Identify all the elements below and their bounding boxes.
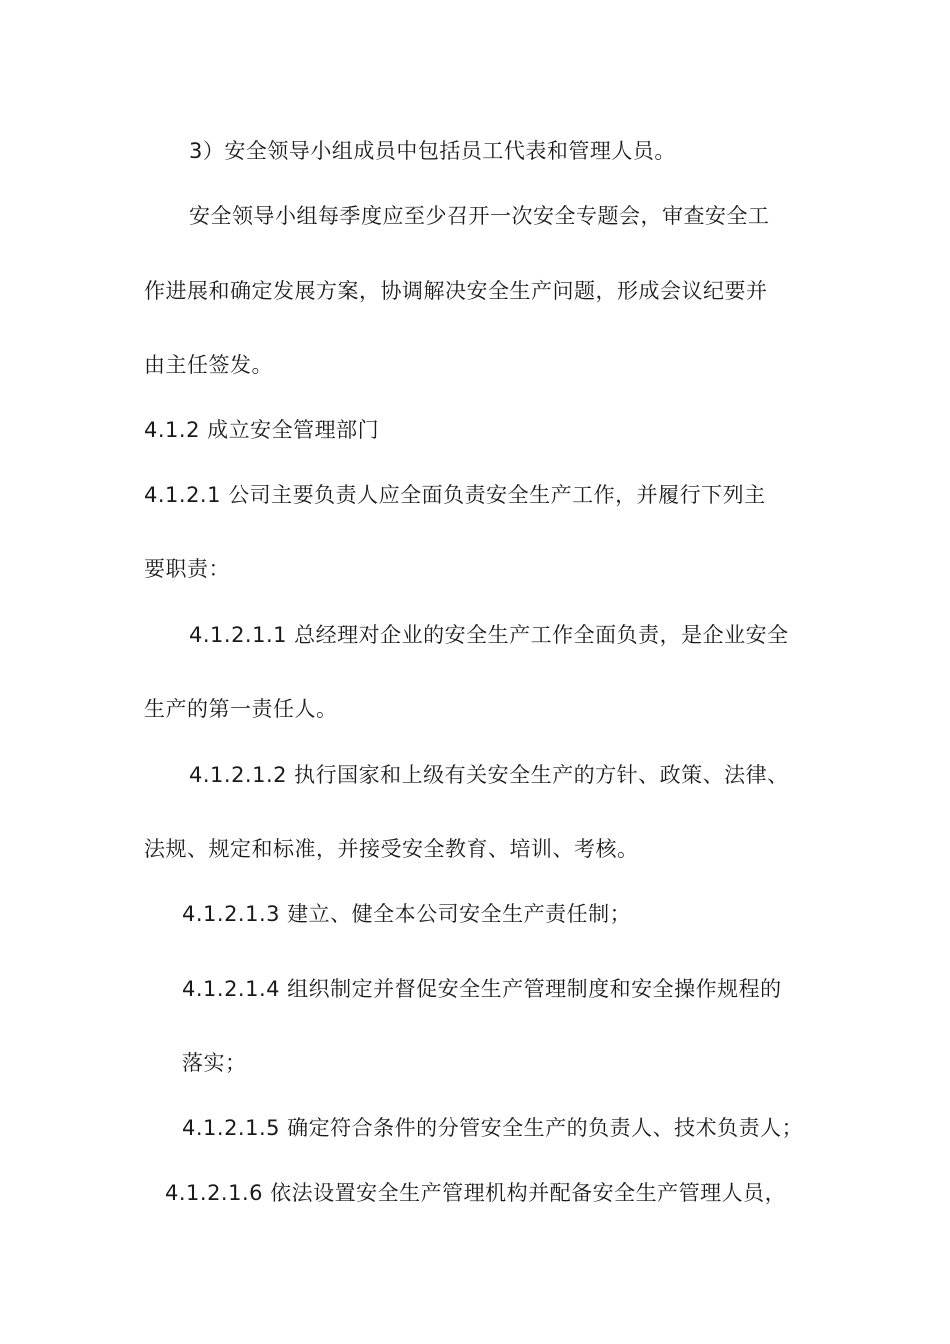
text-line: 3）安全领导小组成员中包括员工代表和管理人员。: [189, 139, 676, 163]
text-line: 4.1.2.1.5 确定符合条件的分管安全生产的负责人、技术负责人；: [182, 1116, 804, 1140]
text-line: 4.1.2.1.2 执行国家和上级有关安全生产的方针、政策、法律、: [189, 763, 789, 787]
section-heading: 4.1.2 成立安全管理部门: [144, 418, 380, 442]
text-line: 安全领导小组每季度应至少召开一次安全专题会，审查安全工: [189, 204, 770, 228]
text-line: 作进展和确定发展方案，协调解决安全生产问题，形成会议纪要并: [144, 279, 768, 303]
text-line: 由主任签发。: [144, 353, 273, 377]
text-line: 4.1.2.1.6 依法设置安全生产管理机构并配备安全生产管理人员，: [165, 1181, 787, 1205]
text-line: 4.1.2.1.3 建立、健全本公司安全生产责任制；: [182, 902, 632, 926]
text-line: 要职责：: [144, 557, 230, 581]
text-line: 4.1.2.1 公司主要负责人应全面负责安全生产工作，并履行下列主: [144, 483, 766, 507]
text-line: 落实；: [182, 1051, 247, 1075]
text-line: 生产的第一责任人。: [144, 697, 338, 721]
text-line: 法规、规定和标准，并接受安全教育、培训、考核。: [144, 837, 639, 861]
text-line: 4.1.2.1.1 总经理对企业的安全生产工作全面负责，是企业安全: [189, 623, 789, 647]
text-line: 4.1.2.1.4 组织制定并督促安全生产管理制度和安全操作规程的: [182, 977, 782, 1001]
